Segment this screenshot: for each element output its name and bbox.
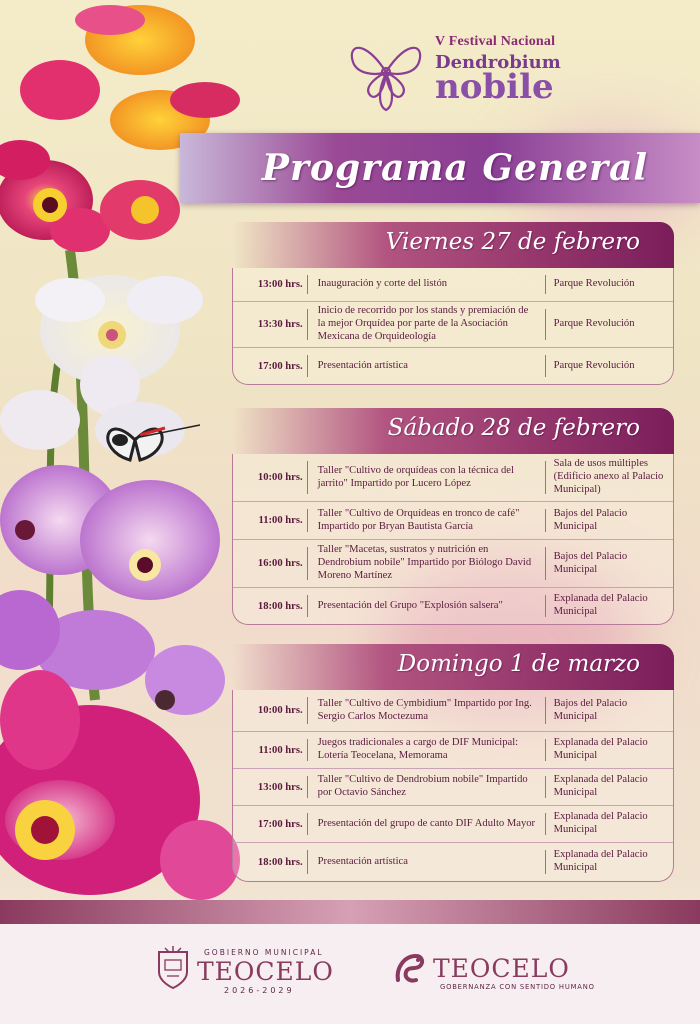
day-title: Sábado 28 de febrero (387, 415, 640, 441)
event-place: Explanada del Palacio Municipal (553, 774, 648, 798)
event-activity: Taller "Cultivo de orquídeas con la técnica del jarrito" Impartido por Lucero López (317, 464, 514, 489)
event-place: Bajos del Palacio Municipal (553, 697, 628, 722)
schedule-table (232, 268, 674, 385)
species-name: Dendrobium (435, 52, 561, 73)
festival-name: V Festival Nacional (435, 34, 556, 49)
event-activity: Taller "Cultivo de Dendrobium nobile" Impartido por Octavio Sánchez (317, 774, 528, 798)
event-activity: Inauguración y corte del listón (317, 278, 448, 290)
orchid-logo-icon (345, 34, 427, 112)
schedule-row (233, 732, 673, 769)
footer-divider-band (0, 900, 700, 924)
event-time: 11:00 hrs. (258, 515, 303, 526)
gov-years: 2026-2029 (224, 986, 295, 995)
event-place: Parque Revolución (553, 318, 635, 330)
schedule-row (233, 540, 673, 588)
event-activity: Presentación del grupo de canto DIF Adulto Mayor (317, 817, 536, 829)
footer (0, 924, 700, 1024)
event-time: 17:00 hrs. (257, 360, 303, 372)
event-time: 10:00 hrs. (257, 705, 303, 716)
event-activity: Presentación artística (317, 359, 408, 371)
schedule-row (233, 348, 673, 384)
species-name-2: nobile (435, 67, 554, 107)
event-time: 18:00 hrs. (257, 856, 303, 868)
schedule-row (233, 843, 673, 881)
event-time: 16:00 hrs. (257, 558, 303, 569)
day-header (232, 222, 674, 268)
day-header (232, 644, 674, 690)
schedule-row (233, 454, 673, 502)
schedule-table (232, 454, 674, 625)
event-activity: Presentación artística (317, 855, 408, 867)
day-block-sunday (232, 644, 674, 882)
event-time: 13:00 hrs. (257, 781, 303, 793)
event-time: 10:00 hrs. (257, 472, 303, 483)
brand-name: TEOCELO (433, 954, 570, 983)
event-activity: Inicio de recorrido por los stands y premiación de la mejor Orquídea por parte de la Asociación Mexicana de Orquideología (317, 305, 529, 342)
gov-label: GOBIERNO MUNICIPAL (204, 948, 324, 957)
event-activity: Taller "Macetas, sustratos y nutrición en Dendrobium nobile" Impartido por Biólogo David Moreno Martínez (317, 544, 532, 581)
day-title: Viernes 27 de febrero (385, 229, 640, 255)
schedule-row (233, 268, 673, 302)
municipal-shield-icon (155, 946, 191, 990)
event-time: 13:30 hrs. (257, 319, 303, 330)
day-header (232, 408, 674, 454)
teocelo-brand-icon (392, 950, 428, 986)
schedule-row (233, 806, 673, 843)
schedule-row (233, 302, 673, 348)
event-place: Parque Revolución (553, 359, 635, 371)
festival-header (345, 28, 605, 118)
day-title: Domingo 1 de marzo (397, 651, 640, 677)
event-time: 18:00 hrs. (257, 600, 303, 612)
program-banner (180, 133, 700, 203)
schedule-row (233, 588, 673, 624)
schedule-row (233, 690, 673, 732)
event-time: 11:00 hrs. (258, 744, 303, 756)
banner-title: Programa General (261, 147, 649, 189)
event-place: Explanada del Palacio Municipal (553, 811, 648, 835)
event-place: Sala de usos múltiples (Edificio anexo al Palacio Municipal) (553, 458, 664, 495)
event-place: Bajos del Palacio Municipal (553, 507, 628, 532)
day-block-friday (232, 222, 674, 385)
gov-name: TEOCELO (197, 957, 334, 986)
event-place: Explanada del Palacio Municipal (553, 737, 648, 761)
event-activity: Taller "Cultivo de Orquídeas en tronco de café" Impartido por Bryan Bautista García (317, 507, 520, 532)
brand-tagline: GOBERNANZA CON SENTIDO HUMANO (440, 983, 595, 991)
schedule-table (232, 690, 674, 882)
event-place: Explanada del Palacio Municipal (553, 593, 648, 617)
event-place: Parque Revolución (553, 278, 635, 290)
event-time: 17:00 hrs. (257, 818, 303, 830)
event-activity: Juegos tradicionales a cargo de DIF Municipal: Lotería Teocelana, Memorama (317, 737, 519, 761)
day-block-saturday (232, 408, 674, 625)
event-place: Bajos del Palacio Municipal (553, 550, 628, 575)
schedule-row (233, 502, 673, 540)
event-time: 13:00 hrs. (257, 279, 303, 290)
event-activity: Presentación del Grupo "Explosión salsera" (317, 599, 503, 611)
event-activity: Taller "Cultivo de Cymbidium" Impartido por Ing. Sergio Carlos Moctezuma (317, 697, 532, 722)
schedule-row (233, 769, 673, 806)
event-place: Explanada del Palacio Municipal (553, 849, 648, 873)
